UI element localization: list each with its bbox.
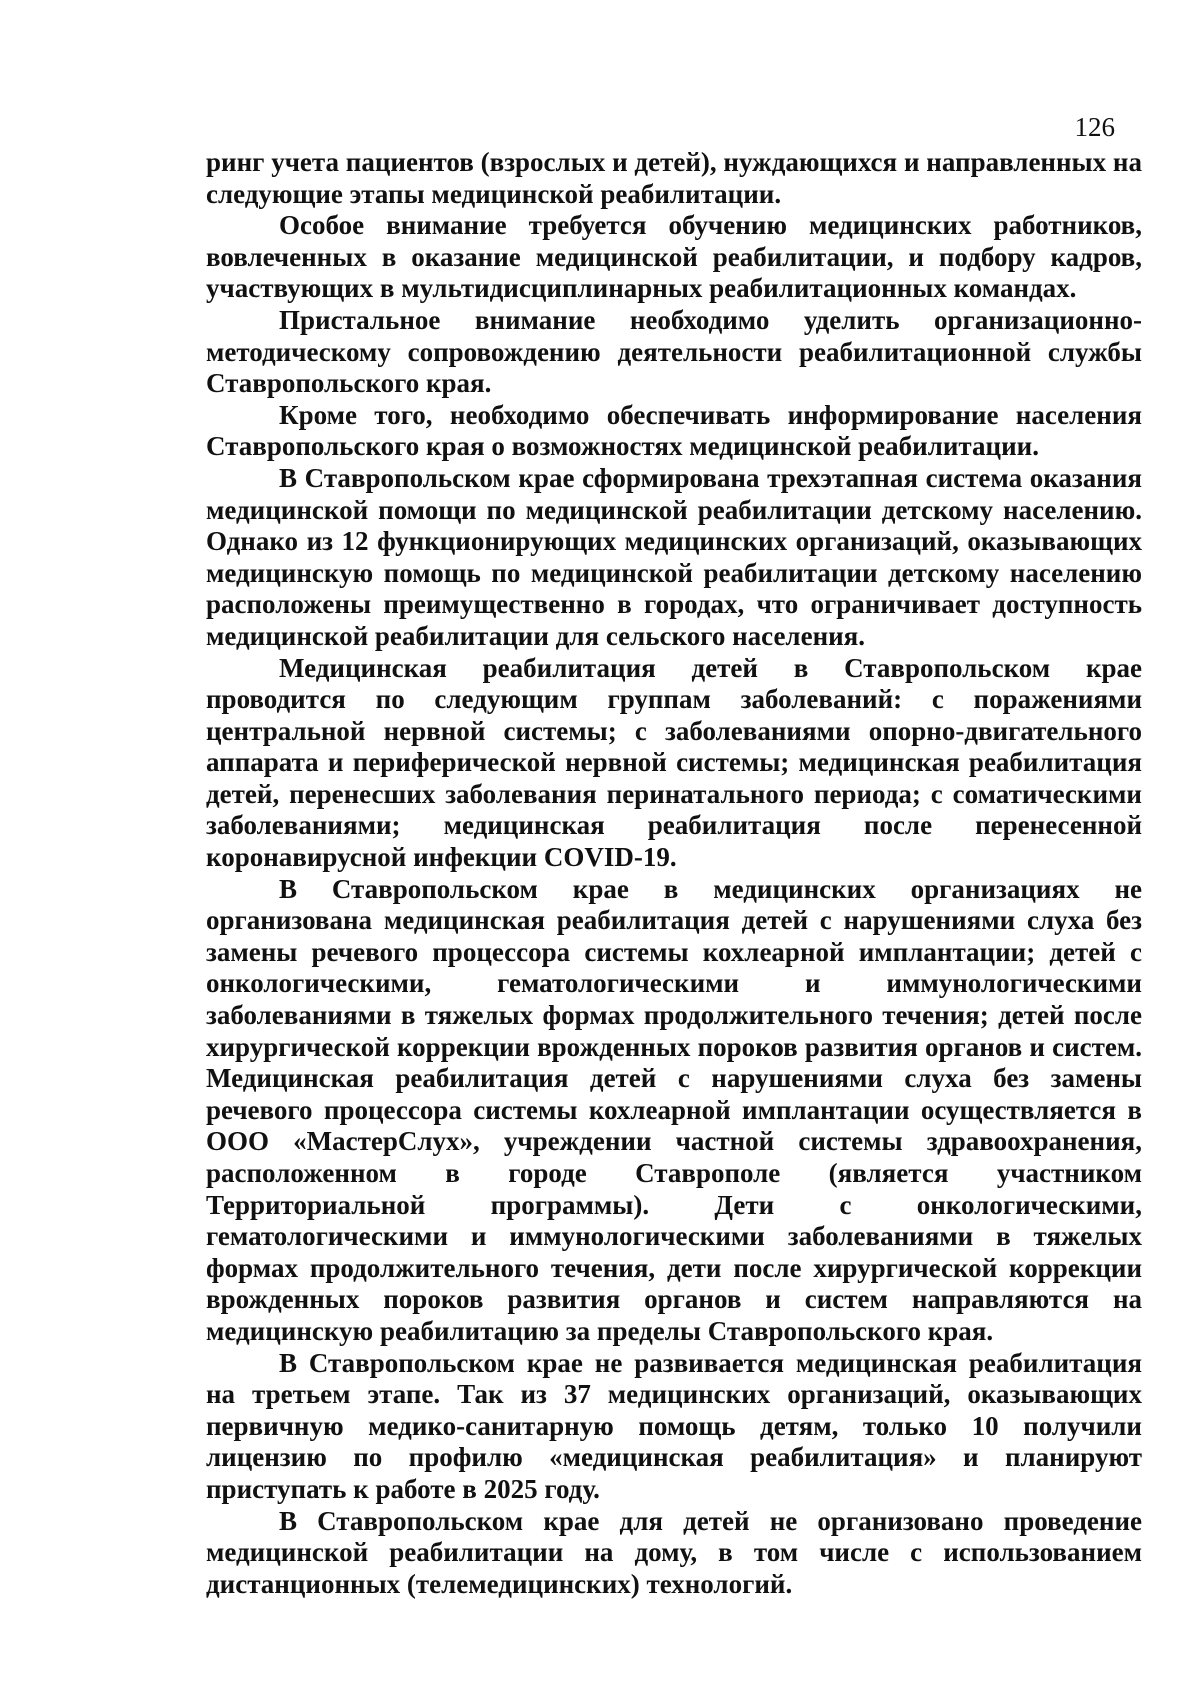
paragraph-third-stage: В Ставропольском крае не развивается медицинская реабилитация на третьем этапе. Так из 37 медицинских организаций, оказывающих первичную медико-санитарную помощь детям, только 10 получили лицензию по профилю «медицинская реабилитация» и планируют приступать к работе в 2025 году.: [206, 1347, 1142, 1504]
body-text: [206, 147, 1142, 1600]
paragraph-three-stage-system: В Ставропольском крае сформирована трехэтапная система оказания медицинской помощи по медицинской реабилитации детскому населению. Однако из 12 функционирующих медицинских организаций, оказывающих медицинскую помощь по медицинской реабилитации детскому населению расположены преимущественно в городах, что ограничивает доступность медицинской реабилитации для сельского населения.: [206, 462, 1142, 651]
page-number: 126: [1074, 112, 1115, 142]
paragraph-continuation: ринг учета пациентов (взрослых и детей), нуждающихся и направленных на следующие этапы медицинской реабилитации.: [206, 147, 1142, 209]
paragraph-methodical-support: Пристальное внимание необходимо уделить организационно-методическому сопровождению деятельности реабилитационной службы Ставропольского края.: [206, 304, 1142, 399]
paragraph-unorganized-rehabilitation: В Ставропольском крае в медицинских организациях не организована медицинская реабилитация детей с нарушениями слуха без замены речевого процессора системы кохлеарной имплантации; детей с онкологическими, гематологическими и иммунологическими заболеваниями в тяжелых формах продолжительного течения; детей после хирургической коррекции врожденных пороков развития органов и систем. Медицинская реабилитация детей с нарушениями слуха без замены речевого процессора системы кохлеарной имплантации осуществляется в ООО «МастерСлух», учреждении частной системы здравоохранения, расположенном в городе Ставрополе (является участником Территориальной программы). Дети с онкологическими, гематологическими и иммунологическими заболеваниями в тяжелых формах продолжительного течения, дети после хирургической коррекции врожденных пороков развития органов и систем направляются на медицинскую реабилитацию за пределы Ставропольского края.: [206, 873, 1142, 1346]
paragraph-disease-groups: Медицинская реабилитация детей в Ставропольском крае проводится по следующим группам заболеваний: с поражениями центральной нервной системы; с заболеваниями опорно-двигательного аппарата и периферической нервной системы; медицинская реабилитация детей, перенесших заболевания перинатального периода; с соматическими заболеваниями; медицинская реабилитация после перенесенной коронавирусной инфекции COVID-19.: [206, 652, 1142, 873]
paragraph-home-rehabilitation: В Ставропольском крае для детей не организовано проведение медицинской реабилитации на дому, в том числе с использованием дистанционных (телемедицинских) технологий.: [206, 1505, 1142, 1599]
paragraph-public-information: Кроме того, необходимо обеспечивать информирование населения Ставропольского края о возможностях медицинской реабилитации.: [206, 399, 1142, 462]
paragraph-staff-training: Особое внимание требуется обучению медицинских работников, вовлеченных в оказание медицинской реабилитации, и подбору кадров, участвующих в мультидисциплинарных реабилитационных командах.: [206, 210, 1142, 304]
